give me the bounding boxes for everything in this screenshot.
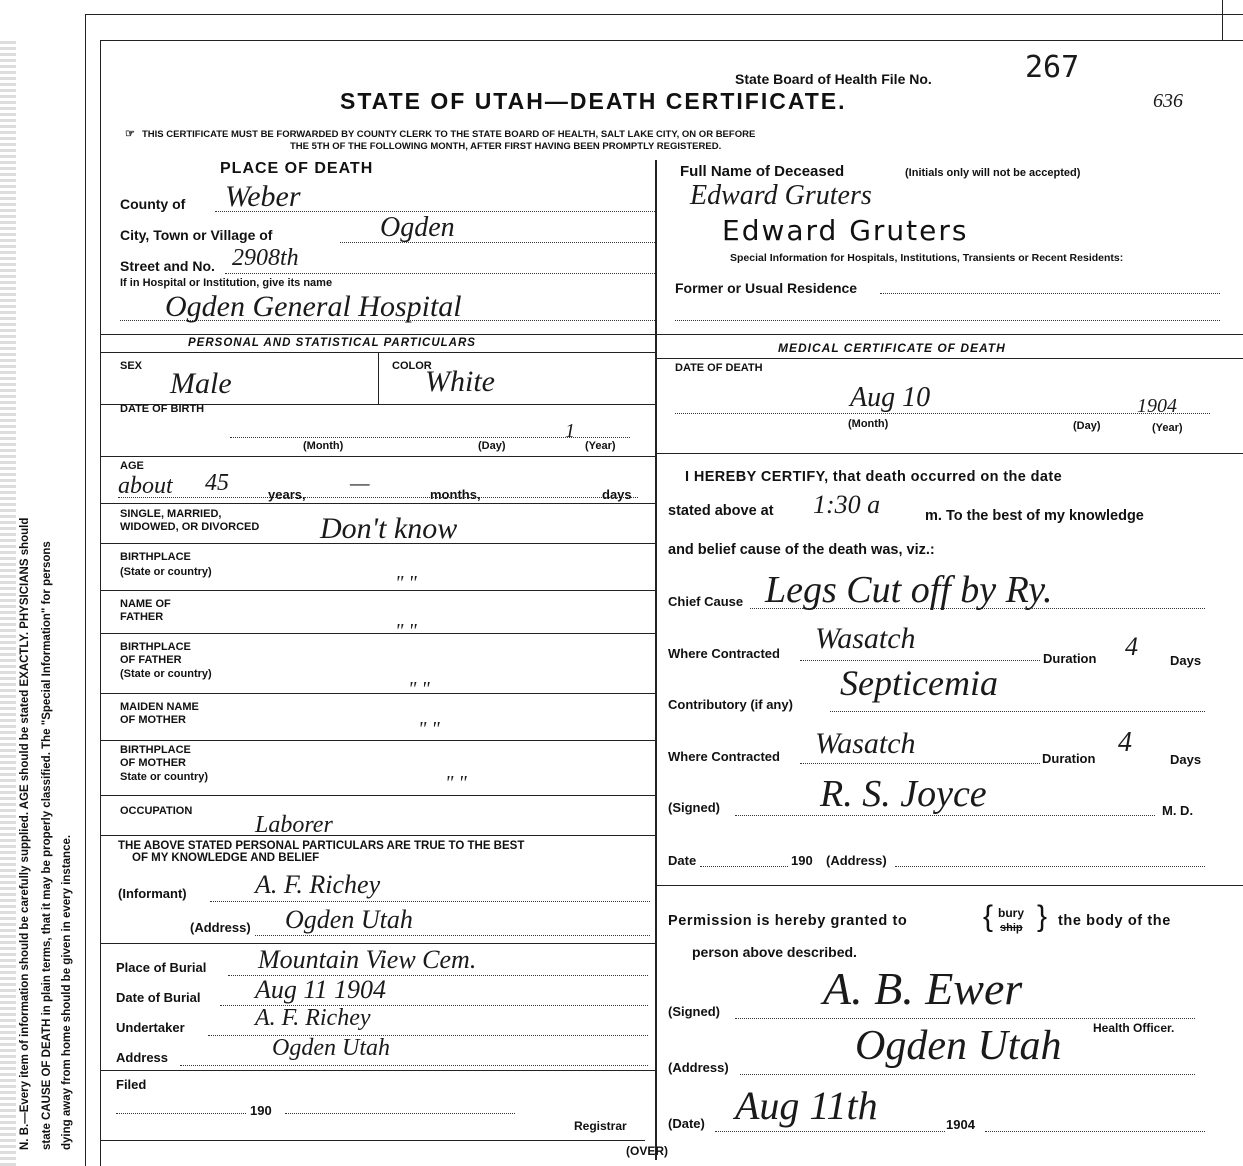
bury-ship-brace-right: } xyxy=(1037,900,1048,933)
officer-address-label: (Address) xyxy=(668,1060,729,1075)
death-year-label: (Year) xyxy=(1152,422,1183,434)
county-label: County of xyxy=(120,196,186,212)
filed-line xyxy=(285,1113,515,1114)
inner-top-border xyxy=(100,40,1243,41)
age-line xyxy=(118,497,638,498)
statement-line-1: THE ABOVE STATED PERSONAL PARTICULARS ARE TRUE TO THE BEST xyxy=(118,840,525,852)
row-rule xyxy=(100,1070,655,1071)
medical-date-rule xyxy=(655,453,1243,454)
age-prefix: about xyxy=(118,473,173,499)
officer-date-label: (Date) xyxy=(668,1116,705,1131)
duration-days-label: Days xyxy=(1170,653,1202,668)
row-rule xyxy=(100,590,655,591)
death-time-value: 1:30 a xyxy=(813,490,881,519)
permission-line-1: Permission is hereby granted to xyxy=(668,913,908,929)
filed-year: 190 xyxy=(250,1103,272,1118)
death-date-line xyxy=(675,413,1210,414)
center-divider xyxy=(655,160,657,1160)
informant-address-line xyxy=(255,935,650,936)
cert-date-line xyxy=(700,866,788,867)
age-days-label: days xyxy=(602,487,632,502)
burial-address-value: Ogden Utah xyxy=(272,1035,390,1061)
duration-value: 4 xyxy=(1125,632,1138,661)
notice-line-1: THIS CERTIFICATE MUST BE FORWARDED BY COUNTY CLERK TO THE STATE BOARD OF HEALTH, SALT LAKE CITY, ON OR BEFORE xyxy=(142,129,756,140)
row-rule xyxy=(100,503,655,504)
md-label: M. D. xyxy=(1162,803,1194,818)
former-residence-label: Former or Usual Residence xyxy=(675,280,858,296)
deceased-name-print: Edward Gruters xyxy=(722,214,969,247)
age-months-dash: — xyxy=(350,470,370,495)
burial-date-value: Aug 11 1904 xyxy=(255,975,386,1004)
deceased-name-script: Edward Gruters xyxy=(690,180,872,211)
sex-label: SEX xyxy=(120,360,143,372)
row-rule xyxy=(100,943,655,944)
informant-address-label: (Address) xyxy=(190,920,251,935)
row-rule xyxy=(100,456,655,457)
where-contracted-label: Where Contracted xyxy=(668,646,780,661)
street-line xyxy=(225,273,655,274)
physician-signed-label: (Signed) xyxy=(668,800,720,815)
age-years: 45 xyxy=(205,470,229,496)
chief-cause-value: Legs Cut off by Ry. xyxy=(765,569,1053,611)
row-rule xyxy=(100,835,655,836)
mother-ditto: " " xyxy=(418,718,440,740)
hospital-value: Ogden General Hospital xyxy=(165,290,462,323)
age-label: AGE xyxy=(120,460,144,472)
statement-line-2: OF MY KNOWLEDGE AND BELIEF xyxy=(132,852,320,864)
deceased-name-note: (Initials only will not be accepted) xyxy=(905,167,1081,179)
officer-address-line xyxy=(740,1074,1195,1075)
file-number: 267 xyxy=(1025,50,1080,85)
dob-month-label: (Month) xyxy=(303,440,344,452)
mbirth-label-3: State or country) xyxy=(120,771,209,783)
permission-line-3: person above described. xyxy=(692,944,857,960)
cert-year-prefix: 190 xyxy=(791,853,813,868)
certify-line-1: I HEREBY CERTIFY, that death occurred on the date xyxy=(685,469,1063,485)
burial-place-label: Place of Burial xyxy=(116,960,207,975)
age-years-label: years, xyxy=(268,487,306,502)
side-note-line2: state CAUSE OF DEATH in plain terms, that it may be properly classified. The "Special Information" for persons xyxy=(41,541,53,1150)
contributory-label: Contributory (if any) xyxy=(668,697,793,712)
certify-line-3: and belief cause of the death was, viz.: xyxy=(668,542,935,558)
age-months-label: months, xyxy=(430,487,481,502)
scan-edge xyxy=(0,40,16,1166)
officer-date-value: Aug 11th xyxy=(735,1083,878,1128)
father-label-2: FATHER xyxy=(120,611,164,623)
former-residence-line-2 xyxy=(675,320,1220,321)
personal-header-rule xyxy=(100,352,655,353)
cert-date-label: Date xyxy=(668,853,697,868)
permission-rule xyxy=(655,885,1243,886)
corner-number: 636 xyxy=(1153,90,1183,112)
hospital-label: If in Hospital or Institution, give its name xyxy=(120,277,333,289)
officer-signed-label: (Signed) xyxy=(668,1004,720,1019)
marital-label-1: SINGLE, MARRIED, xyxy=(120,508,222,520)
certify-line-2b: m. To the best of my knowledge xyxy=(925,508,1144,524)
bottom-rule xyxy=(100,1140,645,1141)
dob-year-label: (Year) xyxy=(585,440,616,452)
sex-color-divider xyxy=(378,352,379,404)
city-value: Ogden xyxy=(380,212,455,243)
city-label: City, Town or Village of xyxy=(120,227,273,243)
occupation-label: OCCUPATION xyxy=(120,805,193,817)
informant-label: (Informant) xyxy=(118,886,187,901)
birthplace-label-1: BIRTHPLACE xyxy=(120,551,191,563)
where-contracted-2-label: Where Contracted xyxy=(668,749,780,764)
where-contracted-2-line xyxy=(800,763,1040,764)
mbirth-ditto: " " xyxy=(445,772,467,794)
fbirth-label-2: OF FATHER xyxy=(120,654,182,666)
birthplace-ditto: " " xyxy=(395,572,417,594)
physician-signature: R. S. Joyce xyxy=(820,773,987,815)
fbirth-label-1: BIRTHPLACE xyxy=(120,641,191,653)
special-info-label: Special Information for Hospitals, Institutions, Transients or Recent Residents: xyxy=(730,252,1124,264)
burial-place-value: Mountain View Cem. xyxy=(258,945,477,974)
chief-cause-label: Chief Cause xyxy=(668,594,744,609)
officer-year-label: 1904 xyxy=(946,1117,975,1132)
date-of-death-label: DATE OF DEATH xyxy=(675,362,763,374)
registrar-label: Registrar xyxy=(574,1119,627,1133)
certify-line-2a: stated above at xyxy=(668,503,774,519)
filed-label: Filed xyxy=(116,1077,147,1092)
side-note-line3: dying away from home should be given in every instance. xyxy=(61,834,73,1150)
county-value: Weber xyxy=(225,180,301,213)
dob-label: DATE OF BIRTH xyxy=(120,403,205,415)
burial-date-label: Date of Burial xyxy=(116,990,201,1005)
health-officer-signature: A. B. Ewer xyxy=(823,963,1023,1014)
death-date-value: Aug 10 xyxy=(850,382,931,413)
death-month-label: (Month) xyxy=(848,418,889,430)
undertaker-value: A. F. Richey xyxy=(255,1005,371,1031)
fbirth-ditto: " " xyxy=(408,678,430,700)
fbirth-label-3: (State or country) xyxy=(120,668,212,680)
bury-option: bury xyxy=(998,906,1025,920)
left-border xyxy=(85,14,86,1166)
contributory-line xyxy=(830,711,1205,712)
ship-option: ship xyxy=(1000,922,1023,934)
street-label: Street and No. xyxy=(120,258,215,274)
officer-year-line xyxy=(985,1131,1205,1132)
mbirth-label-2: OF MOTHER xyxy=(120,757,186,769)
informant-value: A. F. Richey xyxy=(255,870,381,899)
undertaker-label: Undertaker xyxy=(116,1020,185,1035)
bury-ship-brace-left: { xyxy=(983,900,994,933)
officer-signed-line xyxy=(735,1018,1195,1019)
personal-header: PERSONAL AND STATISTICAL PARTICULARS xyxy=(188,337,476,349)
filed-date-line xyxy=(116,1113,246,1114)
occupation-value: Laborer xyxy=(255,812,333,838)
over-label: (OVER) xyxy=(626,1144,668,1158)
death-day-label: (Day) xyxy=(1073,420,1101,432)
duration-2-days-label: Days xyxy=(1170,752,1202,767)
cert-address-label: (Address) xyxy=(826,853,887,868)
place-of-death-header: PLACE OF DEATH xyxy=(220,160,374,177)
color-label: COLOR xyxy=(392,360,432,372)
burial-address-label: Address xyxy=(116,1050,169,1065)
former-residence-line xyxy=(880,293,1220,294)
row-rule xyxy=(100,795,655,796)
permission-line-2: the body of the xyxy=(1058,913,1171,929)
medical-header-rule xyxy=(655,358,1243,359)
side-note-line1: N. B.—Every item of information should be carefully supplied. AGE should be stated EXACTLY. PHYSICIANS should xyxy=(19,517,31,1150)
mother-label-1: MAIDEN NAME xyxy=(120,701,199,713)
file-number-label: State Board of Health File No. xyxy=(735,71,932,87)
duration-label: Duration xyxy=(1043,651,1097,666)
color-value: White xyxy=(425,365,495,398)
where-contracted-line xyxy=(800,660,1040,661)
street-value: 2908th xyxy=(232,245,299,271)
inner-left-border xyxy=(100,40,101,1166)
deceased-name-label: Full Name of Deceased xyxy=(680,163,845,180)
birthplace-label-2: (State or country) xyxy=(120,566,212,578)
row-rule xyxy=(100,633,655,634)
health-officer-label: Health Officer. xyxy=(1093,1021,1175,1035)
marital-value: Don't know xyxy=(320,512,458,545)
father-label-1: NAME OF xyxy=(120,598,171,610)
officer-address-value: Ogden Utah xyxy=(855,1023,1062,1069)
duration-2-label: Duration xyxy=(1042,751,1096,766)
notice-pointer-icon: ☞ xyxy=(125,128,135,140)
dob-day-label: (Day) xyxy=(478,440,506,452)
dob-mark: 1 xyxy=(565,420,575,442)
medical-header: MEDICAL CERTIFICATE OF DEATH xyxy=(778,341,1006,355)
burial-address-line xyxy=(180,1065,648,1066)
marital-label-2: WIDOWED, OR DIVORCED xyxy=(120,521,260,533)
death-year-value: 1904 xyxy=(1137,395,1177,417)
where-contracted-2-value: Wasatch xyxy=(815,727,916,760)
top-border xyxy=(85,14,1243,15)
top-right-tick xyxy=(1222,0,1223,40)
section-divider xyxy=(100,334,1243,335)
mother-label-2: OF MOTHER xyxy=(120,714,186,726)
cert-address-line xyxy=(895,866,1205,867)
informant-line xyxy=(210,901,650,902)
informant-address-value: Ogden Utah xyxy=(285,905,413,934)
page-title: STATE OF UTAH—DEATH CERTIFICATE. xyxy=(340,88,847,114)
duration-2-value: 4 xyxy=(1118,727,1132,758)
mbirth-label-1: BIRTHPLACE xyxy=(120,744,191,756)
officer-date-line xyxy=(715,1131,945,1132)
father-ditto: " " xyxy=(395,620,417,642)
row-rule xyxy=(100,693,655,694)
sex-value: Male xyxy=(170,367,232,400)
notice-line-2: THE 5TH OF THE FOLLOWING MONTH, AFTER FIRST HAVING BEEN PROMPTLY REGISTERED. xyxy=(290,141,722,152)
contributory-value: Septicemia xyxy=(840,663,998,703)
where-contracted-value: Wasatch xyxy=(815,622,916,655)
row-rule xyxy=(100,740,655,741)
